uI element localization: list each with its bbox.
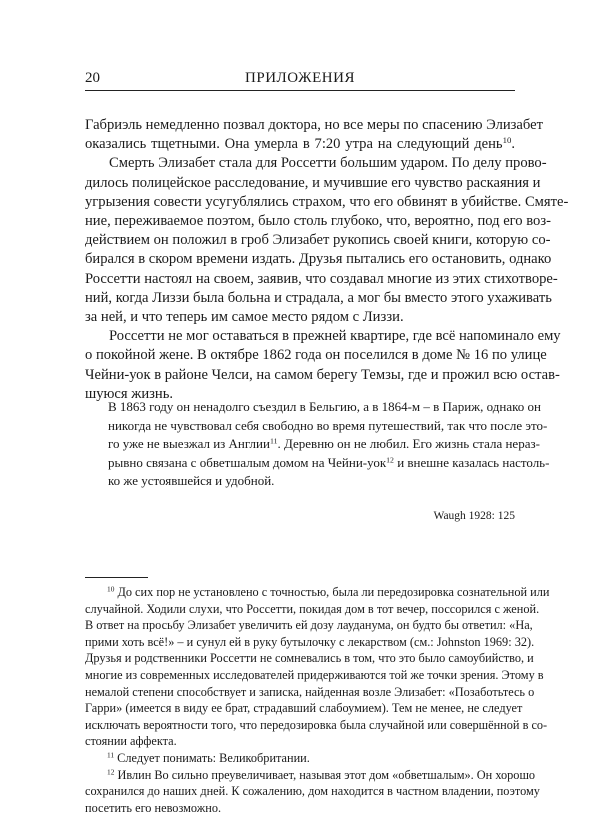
line-text: прими хоть всё!» – и сунул ей в руку бутылочку с лекарством (см.: Johnston 1969: 32). xyxy=(85,634,535,649)
line-text: действием он положил в гроб Элизабет рукопись своей книги, которую со- xyxy=(85,232,551,249)
line-text: ко же устоявшейся и удобной. xyxy=(108,473,275,488)
footnote-line xyxy=(85,767,536,784)
line-text: многие из современных исследователей придерживаются той же точки зрения. Этому в xyxy=(85,667,544,682)
footnote-line xyxy=(85,684,535,701)
line-text: стоянии аффекта. xyxy=(85,734,177,749)
line-text: шуюся жизнь. xyxy=(85,385,174,402)
line-text: и внешне казалась настоль- xyxy=(393,454,550,470)
line-text: оказались тщетными. Она умерла в 7:20 утра на следующий день xyxy=(85,136,503,153)
line-text: . xyxy=(511,136,515,153)
body-line xyxy=(85,135,515,154)
footnote-line xyxy=(85,700,523,717)
line-text: немалой степени способствует и записка, найденная возле Элизабет: «Позаботьтесь о xyxy=(85,684,535,699)
line-text: Гарри» (имеется в виду ее брат, страдавший слабоумием). Тем не менее, не следует xyxy=(85,701,523,716)
quote-source: Waugh 1928: 125 xyxy=(433,510,515,522)
footnote-rule xyxy=(85,577,148,578)
quote-line xyxy=(108,398,541,417)
footnote-line xyxy=(85,601,540,618)
footnote-line xyxy=(85,717,548,734)
footnote-ref: 12 xyxy=(386,454,394,464)
line-text: исключать вероятности того, что передозировка была случайной или совершённой в со- xyxy=(85,717,548,732)
line-text: никогда не чувствовал себя свободно во время путешествий, так что после это- xyxy=(108,417,548,433)
footnote-ref: 12 xyxy=(107,767,115,777)
body-line xyxy=(85,231,551,250)
body-line xyxy=(85,366,560,385)
line-text: бирался в скором времени издать. Друзья пытались его остановить, однако xyxy=(85,251,552,268)
body-line xyxy=(85,346,547,365)
line-text: Смерть Элизабет стала для Россетти большим ударом. По делу прово- xyxy=(109,155,547,172)
footnote-ref: 10 xyxy=(107,584,115,594)
quote-line xyxy=(108,472,515,491)
footnote-line xyxy=(85,667,544,684)
footnote-ref: 11 xyxy=(269,436,278,446)
body-line xyxy=(85,154,547,173)
line-text: го уже не выезжал из Англии xyxy=(108,436,270,451)
body-line xyxy=(85,193,569,212)
line-text: Габриэль немедленно позвал доктора, но все меры по спасению Элизабет xyxy=(85,117,543,133)
quote-line xyxy=(108,454,550,473)
body-line xyxy=(85,308,515,327)
body-line xyxy=(85,250,552,269)
quote-line xyxy=(108,417,548,436)
line-text: случайной. Ходили слухи, что Россетти, покидая дом в тот вечер, поссорился с женой. xyxy=(85,601,540,616)
main-text xyxy=(85,116,569,404)
footnote-line xyxy=(85,617,533,634)
line-text: ние, переживаемое поэтом, было столь глубоко, что, вероятно, под его воз- xyxy=(85,213,551,230)
line-text: посетить его невозможно. xyxy=(85,800,222,815)
line-text: Друзья и родственники Россетти не сомневались в том, что это было самоубийство, и xyxy=(85,651,534,666)
line-text: Чейни-уок в районе Челси, на самом берегу Темзы, где и прожил всю остав- xyxy=(85,366,560,383)
body-line xyxy=(85,327,561,346)
line-text: ний, когда Лиззи была больна и страдала, а мог бы вместо этого ухаживать xyxy=(85,289,552,306)
running-title: ПРИЛОЖЕНИЯ xyxy=(245,70,355,86)
body-line xyxy=(85,270,558,289)
body-line xyxy=(85,289,552,308)
quote-line xyxy=(108,435,540,454)
footnote-ref: 10 xyxy=(502,134,512,145)
page-number: 20 xyxy=(85,70,100,86)
body-line xyxy=(85,212,551,231)
header-rule xyxy=(85,90,515,91)
line-text: До сих пор не установлено с точностью, была ли передозировка сознательной или xyxy=(114,585,550,599)
footnote-line xyxy=(85,800,515,816)
line-text: В 1863 году он ненадолго съездил в Бельгию, а в 1864-м – в Париж, однако он xyxy=(108,399,541,414)
footnote-line xyxy=(85,783,540,800)
line-text: дилось полицейское расследование, и мучившие его чувство раскаяния и xyxy=(85,174,541,191)
footnote-line xyxy=(85,750,515,767)
line-text: за ней, и что теперь им самое место рядом с Лиззи. xyxy=(85,309,404,326)
line-text: Россетти не мог оставаться в прежней квартире, где всё напоминало ему xyxy=(109,328,561,345)
footnote-line xyxy=(85,733,515,750)
body-line xyxy=(85,116,543,135)
footnote-line xyxy=(85,634,535,651)
line-text: Следует понимать: Великобритании. xyxy=(114,750,310,765)
line-text: В ответ на просьбу Элизабет увеличить ей дозу лауданума, он будто бы ответил: «На, xyxy=(85,618,533,633)
line-text: рывно связана с обветшалым домом на Чейни-уок xyxy=(108,454,387,470)
line-text: . Деревню он не любил. Его жизнь стала нераз- xyxy=(277,436,540,451)
footnotes xyxy=(85,584,550,816)
line-text: угрызения совести усугублялись страхом, что его обвинят в убийстве. Смяте- xyxy=(85,193,569,210)
line-text: Ивлин Во сильно преувеличивает, называя этот дом «обветшалым». Он хорошо xyxy=(114,767,536,782)
line-text: сохранился до наших дней. К сожалению, дом находится в частном владении, поэтому xyxy=(85,784,540,799)
footnote-ref: 11 xyxy=(107,750,115,760)
footnote-line xyxy=(85,584,550,601)
body-line xyxy=(85,174,541,193)
block-quote xyxy=(108,398,550,491)
line-text: Россетти настоял на своем, заявив, что создавал многие из этих стихотворе- xyxy=(85,270,558,287)
line-text: о покойной жене. В октябре 1862 года он поселился в доме № 16 по улице xyxy=(85,347,547,364)
running-header xyxy=(85,70,515,90)
footnote-line xyxy=(85,650,534,667)
